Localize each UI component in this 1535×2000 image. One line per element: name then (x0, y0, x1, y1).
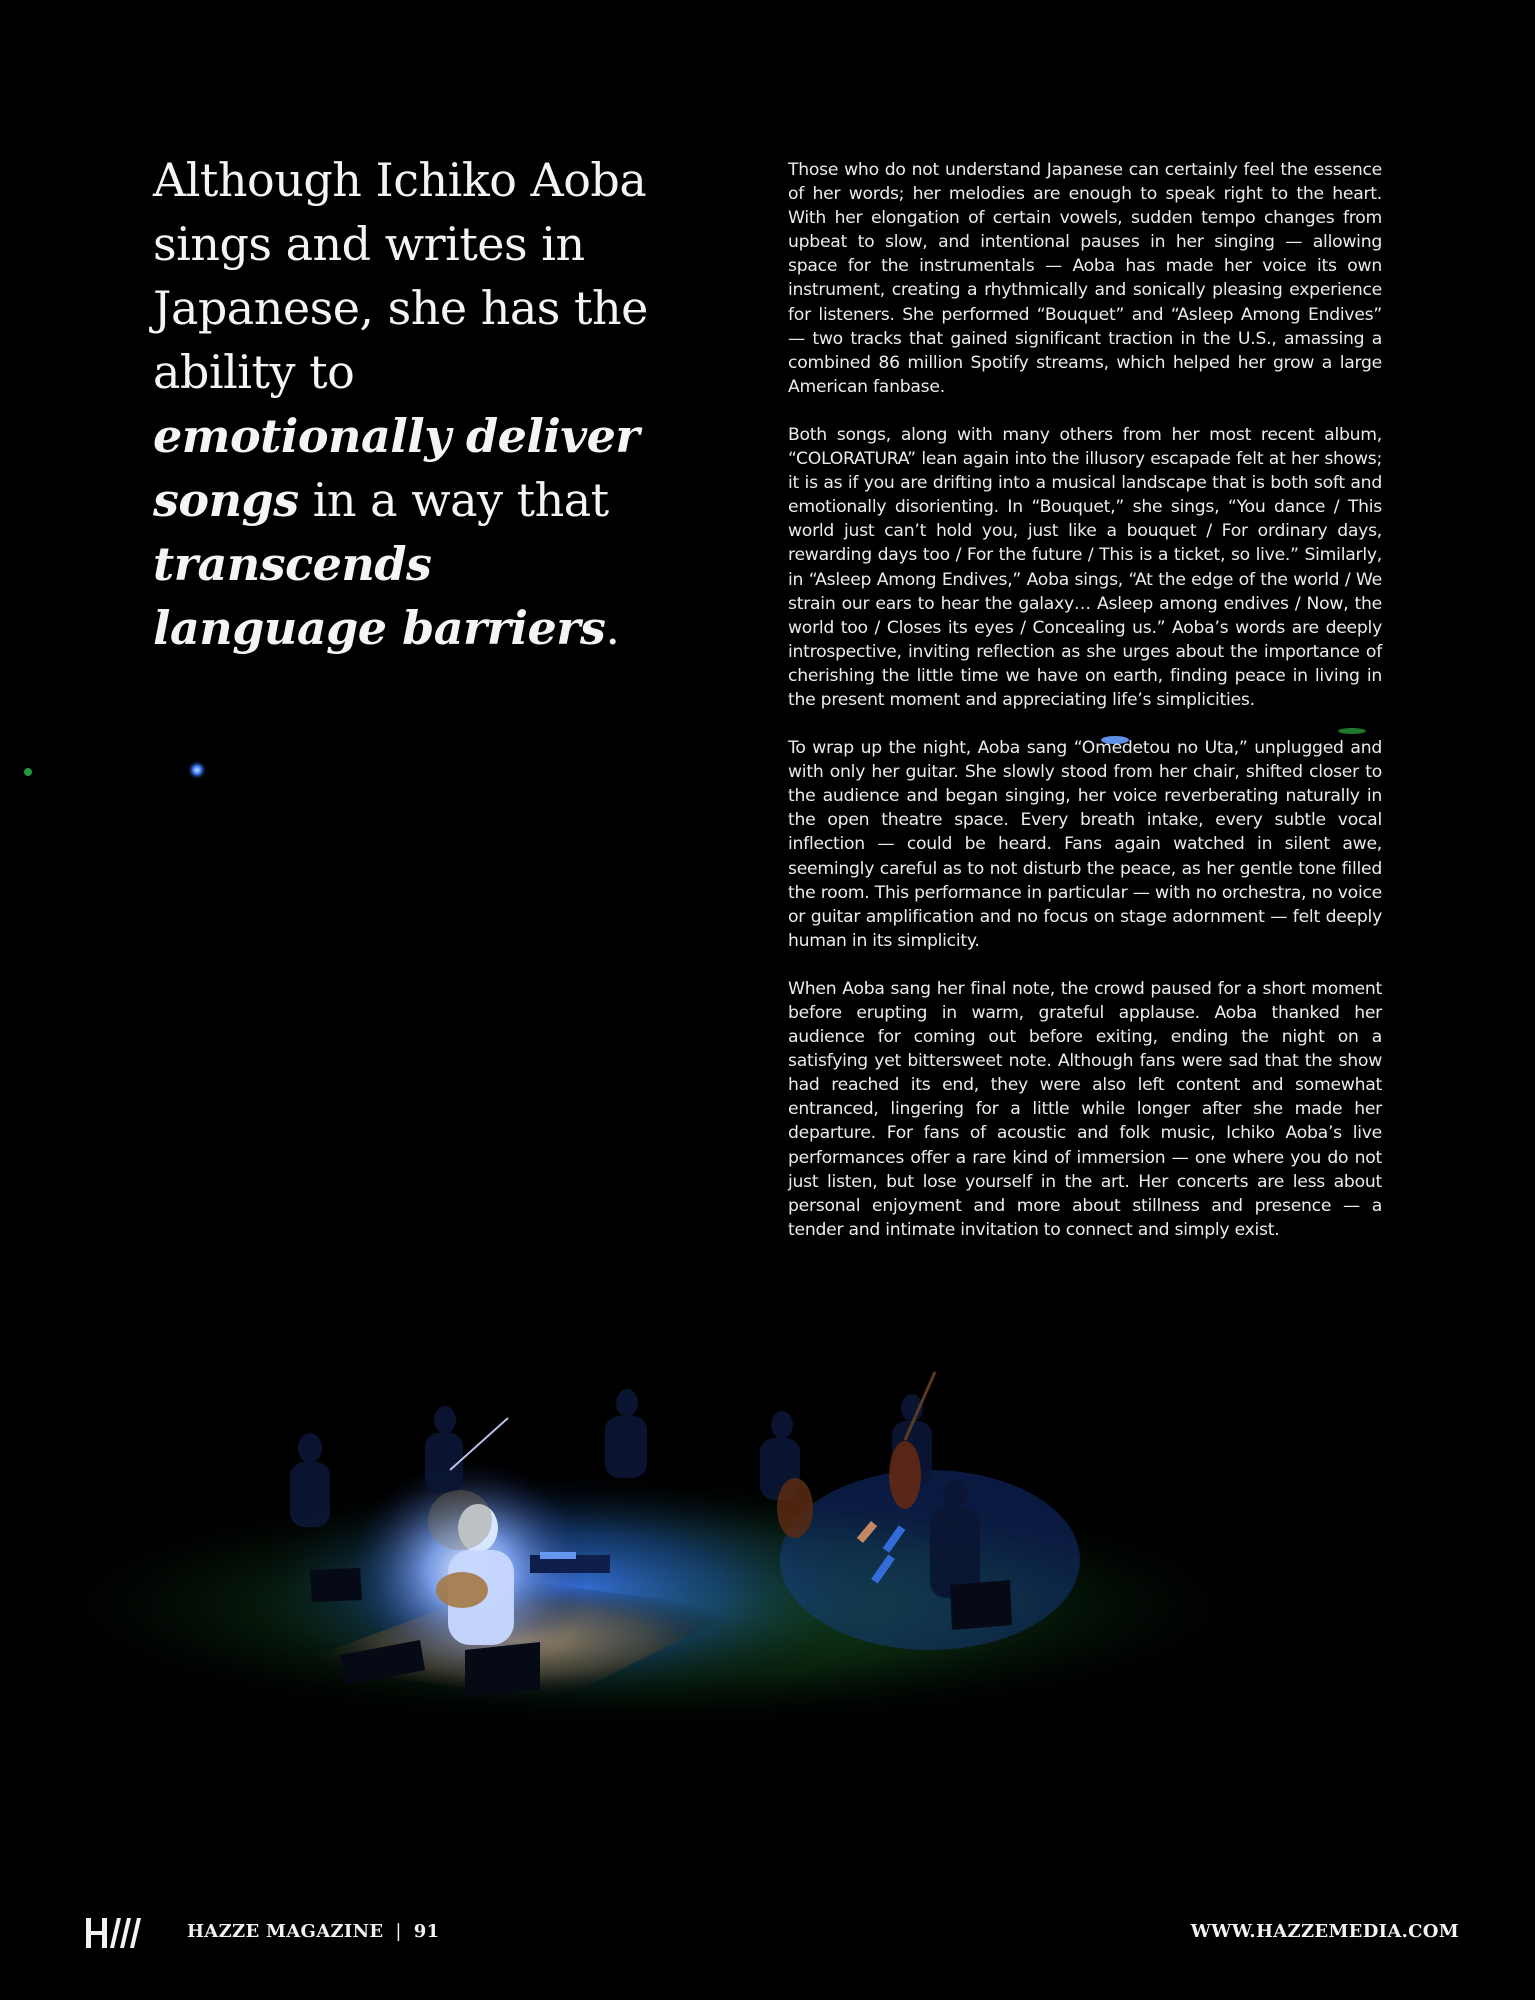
article-body (788, 158, 1382, 1266)
article-paragraph: To wrap up the night, Aoba sang “Omedetou no Uta,” unplugged and with only her guitar. She slowly stood from her chair, shifted closer to the audience and began singing, her voice reverberating naturally in the open theatre space. Every breath intake, every subtle vocal inflection — could be heard. Fans again watched in silent awe, seemingly careful as to not disturb the peace, as her gentle tone filled the room. This performance in particular — with no orchestra, no voice or guitar amplification and no focus on stage adornment — felt deeply human in its simplicity. (788, 738, 1382, 951)
pull-quote-text-1: Although Ichiko Aoba sings and writes in Japanese, she has the ability to (153, 153, 648, 399)
footer-magazine (187, 1921, 439, 1942)
page-number: 91 (413, 1921, 440, 1942)
pull-quote-emphasis-1: emotionally deliver songs (153, 409, 640, 527)
pull-quote-text-3: . (605, 601, 620, 655)
pull-quote-emphasis-2: transcends language barriers (153, 537, 606, 655)
pull-quote-text-2: in a way that (298, 473, 609, 527)
pull-quote (153, 148, 653, 660)
footer-separator: | (395, 1921, 402, 1942)
magazine-name: HAZZE MAGAZINE (187, 1921, 384, 1942)
article-paragraph: Those who do not understand Japanese can certainly feel the essence of her words; her melodies are enough to speak right to the heart. With her elongation of certain vowels, sudden tempo changes from upbeat to slow, and intentional pauses in her singing — allowing space for the instrumentals — Aoba has made her voice its own instrument, creating a rhythmically and sonically pleasing experience for listeners. She performed “Bouquet” and “Asleep Among Endives” — two tracks that gained significant traction in the U.S., amassing a combined 86 million Spotify streams, which helped her grow a large American fanbase. (788, 160, 1382, 397)
article-paragraph: Both songs, along with many others from her most recent album, “COLORATURA” lean again into the illusory escapade felt at her shows; it is as if you are drifting into a musical landscape that is both soft and emotionally disorienting. In “Bouquet,” she sings, “You dance / This world just can’t hold you, just like a bouquet / For ordinary days, rewarding days too / For the future / This is a ticket, so live.” Similarly, in “Asleep Among Endives,” Aoba sings, “At the edge of the world / We strain our ears to hear the galaxy… Asleep among endives / Now, the world too / Closes its eyes / Concealing us.” Aoba’s words are deeply introspective, inviting reflection as she urges about the importance of cherishing the little time we have on earth, finding peace in living in the present moment and appreciating life’s simplicities. (788, 424, 1382, 710)
website-link[interactable]: WWW.HAZZEMEDIA.COM (1190, 1921, 1459, 1942)
article-paragraph: When Aoba sang her final note, the crowd paused for a short moment before erupting in warm, grateful applause. Aoba thanked her audience for coming out before exiting, ending the night on a satisfying yet bittersweet note. Although fans were sad that the show had reached its end, they were also left content and somewhat entranced, lingering for a little while longer after she made her departure. For fans of acoustic and folk music, Ichiko Aoba’s live performances offer a rare kind of immersion — one where you do not just listen, but lose yourself in the art. Her concerts are less about personal enjoyment and more about stillness and presence — a tender and intimate invitation to connect and simply exist. (788, 978, 1382, 1240)
hazze-logo (84, 1916, 150, 1950)
